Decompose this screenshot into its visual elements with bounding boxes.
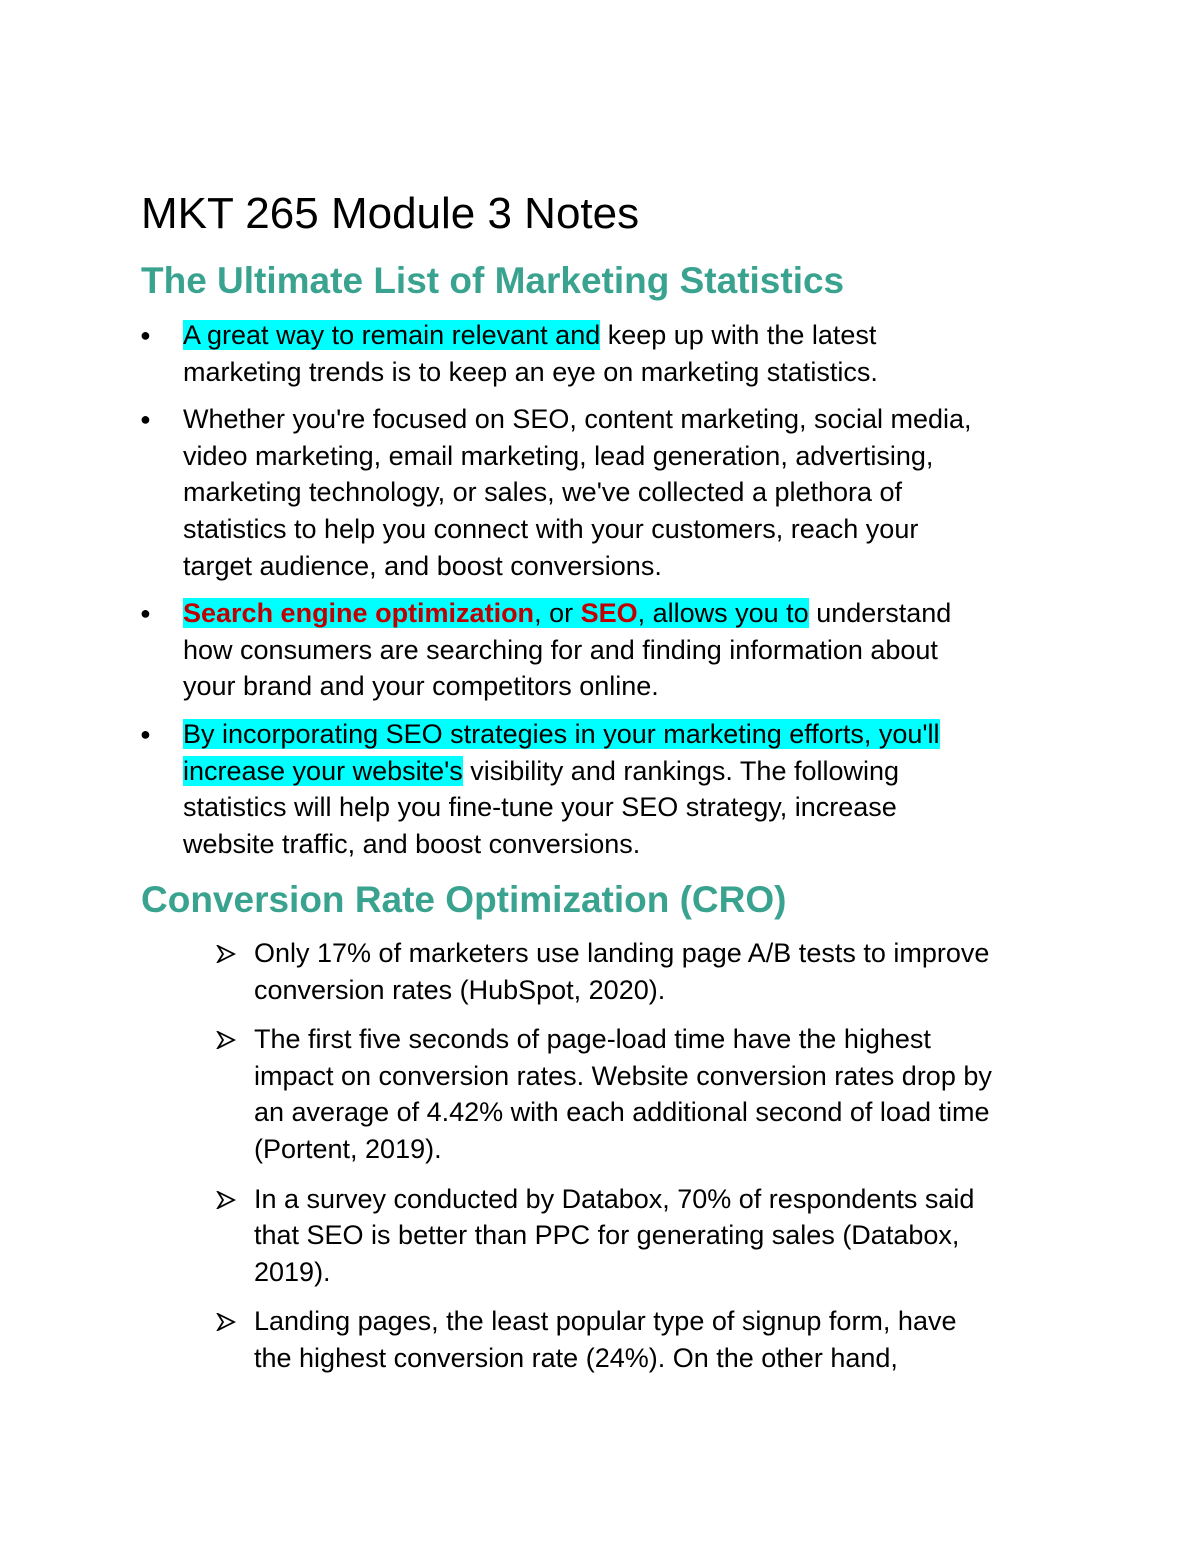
list-item <box>254 1021 1074 1167</box>
bullet-dot-icon: ● <box>140 603 151 624</box>
list-item <box>140 401 1063 584</box>
arrow-bullet-icon <box>216 1303 240 1339</box>
text-line: (Portent, 2019). <box>254 1133 442 1164</box>
text-line <box>183 753 1063 790</box>
text-fragment: , allows you to <box>637 598 809 629</box>
text-line: marketing trends is to keep an eye on marketing statistics. <box>183 356 878 387</box>
bullet-dot-icon: ● <box>140 723 151 744</box>
text-line: statistics will help you fine-tune your SEO strategy, increase <box>183 792 897 823</box>
text-line: marketing technology, or sales, we've collected a plethora of <box>183 477 903 508</box>
text-line <box>183 595 1063 632</box>
text-fragment: understand <box>808 598 952 629</box>
page-title: MKT 265 Module 3 Notes <box>141 189 640 238</box>
highlighted-text: A great way to remain relevant and <box>183 320 601 350</box>
text-line <box>183 716 1063 753</box>
text-line: Whether you're focused on SEO, content marketing, social media, <box>183 404 972 435</box>
bullet-dot-icon: ● <box>140 325 151 345</box>
text-fragment: visibility and rankings. The following <box>462 755 900 786</box>
text-line <box>183 317 1063 354</box>
text-line: In a survey conducted by Databox, 70% of respondents said <box>254 1183 975 1214</box>
text-line: an average of 4.42% with each additional second of load time <box>254 1097 990 1128</box>
text-line: conversion rates (HubSpot, 2020). <box>254 974 666 1005</box>
text-line: The first five seconds of page-load time have the highest <box>254 1024 931 1055</box>
highlighted-text <box>183 598 809 628</box>
text-line: 2019). <box>254 1256 331 1287</box>
text-line: your brand and your competitors online. <box>183 671 659 702</box>
list-item <box>140 716 1063 862</box>
emphasis-term: Search engine optimization <box>183 598 535 629</box>
text-line: Only 17% of marketers use landing page A/B tests to improve <box>254 938 990 968</box>
arrow-bullet-icon <box>216 1021 240 1057</box>
text-fragment: , or <box>534 598 581 629</box>
arrow-bullet-icon <box>216 935 240 971</box>
highlighted-text: increase your website's <box>183 755 463 786</box>
marketing-statistics-list <box>140 317 1063 873</box>
text-line: impact on conversion rates. Website conversion rates drop by <box>254 1060 992 1091</box>
text-fragment: keep up with the latest <box>600 320 877 350</box>
cro-statistics-list <box>254 935 1074 1390</box>
text-line: Landing pages, the least popular type of signup form, have <box>254 1306 957 1337</box>
list-item <box>254 935 1074 1008</box>
list-item <box>140 595 1063 705</box>
text-line: how consumers are searching for and finding information about <box>183 634 938 665</box>
section-heading-cro: Conversion Rate Optimization (CRO) <box>141 879 787 920</box>
list-item <box>254 1181 1074 1291</box>
list-item <box>254 1303 1074 1376</box>
emphasis-term: SEO <box>580 598 638 629</box>
text-line: target audience, and boost conversions. <box>183 550 662 581</box>
highlighted-text: By incorporating SEO strategies in your marketing efforts, you'll <box>183 718 940 749</box>
text-line: that SEO is better than PPC for generating sales (Databox, <box>254 1220 960 1251</box>
text-line: the highest conversion rate (24%). On the other hand, <box>254 1342 898 1373</box>
text-line: statistics to help you connect with your customers, reach your <box>183 513 919 544</box>
section-heading-marketing-statistics: The Ultimate List of Marketing Statistics <box>141 260 845 301</box>
bullet-dot-icon: ● <box>140 409 151 430</box>
list-item <box>140 317 1063 390</box>
text-line: website traffic, and boost conversions. <box>183 828 641 859</box>
arrow-bullet-icon <box>216 1181 240 1217</box>
text-line: video marketing, email marketing, lead generation, advertising, <box>183 440 934 471</box>
